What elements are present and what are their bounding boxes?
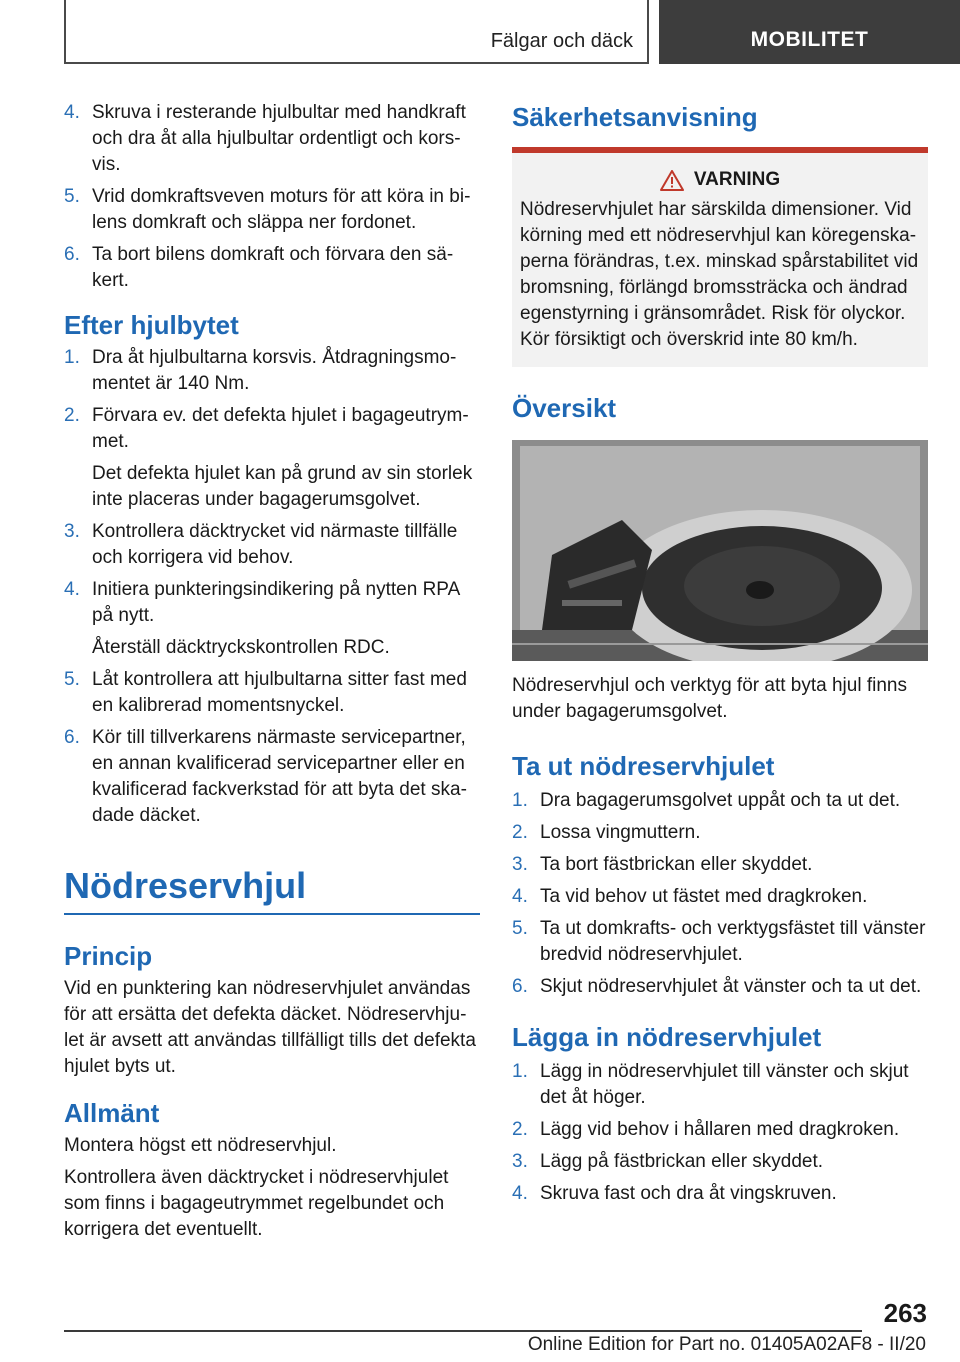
list-item [64,667,480,719]
chapter-heading-block [64,865,480,915]
list-item [64,725,480,829]
list-item [512,788,928,814]
photo-caption: Nödreservhjul och verktyg för att byta hjul finns under bagagerumsgolvet. [512,675,907,722]
step-text: Lägg på fästbrickan eller skyddet. [540,1151,824,1172]
step-text: Kör till tillverkarens närmaste servicepartner, en annan kvalificerad servicepartner eller en kvalificerad fackverkstad för att byta det skadade däcket. [92,727,467,826]
step-text: Förvara ev. det defekta hjulet i bagageutrymmet. [92,405,469,452]
step-text: Skruva i resterande hjulbultar med handkraft och dra åt alla hjulbultar ordentligt och korsvis. [92,102,466,175]
after-steps-list [64,345,480,829]
list-item [512,974,928,1000]
trunk-spare-wheel-illustration [512,440,928,661]
header-chapter-tab: MOBILITET [659,0,960,64]
warning-label: VARNING [693,169,781,190]
heading-spare-wheel: Nödreservhjul [64,865,307,906]
step-number: 4. [64,102,80,123]
list-item [512,1059,928,1111]
steps-list-continued [64,100,480,294]
remove-steps-list [512,788,928,1000]
header-section-box [64,0,649,64]
list-item [64,345,480,397]
list-item [512,916,928,968]
list-item [64,519,480,571]
list-item [512,852,928,878]
principle-text: Vid en punktering kan nödreservhjulet användas för att ersätta det defekta däcket. Nödreservhjulet är avsett att användas tillfälligt tills det defekta hjulet byts ut. [64,978,476,1077]
step-number: 1. [512,1061,528,1082]
header-section-title: Fälgar och däck [490,30,633,52]
warning-box [512,153,928,367]
step-text: Dra åt hjulbultarna korsvis. Åtdragningsmomentet är 140 Nm. [92,347,457,394]
warning-title [520,169,920,191]
list-item [512,1117,928,1143]
step-text: Lägg in nödreservhjulet till vänster och skjut det åt höger. [540,1061,909,1108]
heading-principle: Princip [64,941,153,971]
step-note: Återställ däcktryckskontrollen RDC. [92,637,390,658]
step-text: Dra bagagerumsgolvet uppåt och ta ut det. [540,790,901,811]
left-column [64,100,480,1249]
step-text: Skjut nödreservhjulet åt vänster och ta ut det. [540,976,922,997]
step-number: 2. [64,405,80,426]
step-number: 5. [512,918,528,939]
page-number: 263 [883,1298,927,1328]
insert-steps-list [512,1059,928,1207]
heading-after-wheel-change: Efter hjulbytet [64,310,239,340]
step-text: Ta bort fästbrickan eller skyddet. [540,854,813,875]
step-text: Ta ut domkrafts- och verktygsfästet till vänster bredvid nödreservhjulet. [540,918,926,965]
step-note: Det defekta hjulet kan på grund av sin storlek inte placeras under bagagerumsgolvet. [92,463,473,510]
heading-remove-spare: Ta ut nödreservhjulet [512,751,775,781]
list-item [64,403,480,455]
list-item [512,1149,928,1175]
step-number: 2. [512,1119,528,1140]
step-number: 1. [64,347,80,368]
heading-overview: Översikt [512,393,617,423]
warning-text: Nödreservhjulet har särskilda dimensioner. Vid körning med ett nödreservhjul kan köregenskaperna förändras, t.ex. minskad spårstabilitet vid bromsning, förlängd bromssträcka och ändrad egenstyrning i gränsområdet. Risk för olyckor. Kör försiktigt och överskrid inte 80 km/h. [520,199,919,350]
step-number: 2. [512,822,528,843]
step-number: 4. [512,1183,528,1204]
step-number: 5. [64,186,80,207]
heading-safety-note: Säkerhetsanvisning [512,102,758,132]
step-text: Lägg vid behov i hållaren med dragkroken. [540,1119,900,1140]
step-text: Skruva fast och dra åt vingskruven. [540,1183,837,1204]
step-number: 1. [512,790,528,811]
step-text: Initiera punkteringsindikering på nytten RPA på nytt. [92,579,460,626]
right-column [512,100,928,1213]
step-number: 6. [64,727,80,748]
heading-insert-spare: Lägga in nödreservhjulet [512,1022,822,1052]
list-item [512,820,928,846]
heading-general: Allmänt [64,1098,160,1128]
general-text-1: Montera högst ett nödreservhjul. [64,1135,337,1156]
general-text-2: Kontrollera även däcktrycket i nödreservhjulet som finns i bagageutrymmet regelbundet och korrigera det eventuellt. [64,1167,449,1240]
step-number: 4. [64,579,80,600]
footer-edition: Online Edition for Part no. 01405A02AF8 - II/20 [527,1334,926,1355]
step-number: 3. [512,854,528,875]
list-item [64,577,480,629]
step-text: Vrid domkraftsveven moturs för att köra in bilens domkraft och släppa ner fordonet. [92,186,471,233]
list-item [512,1181,928,1207]
spare-wheel-photo [512,440,928,661]
step-text: Låt kontrollera att hjulbultarna sitter fast med en kalibrerad momentsnyckel. [92,669,467,716]
footer-rule [64,1330,862,1332]
step-number: 3. [64,521,80,542]
step-number: 5. [64,669,80,690]
list-item [64,242,480,294]
step-number: 4. [512,886,528,907]
step-text: Ta vid behov ut fästet med dragkroken. [540,886,868,907]
step-text: Kontrollera däcktrycket vid närmaste tillfälle och korrigera vid behov. [92,521,458,568]
step-text: Ta bort bilens domkraft och förvara den säkert. [92,244,454,291]
step-number: 6. [512,976,528,997]
warning-triangle-icon [660,170,684,191]
list-item [512,884,928,910]
list-item [64,100,480,178]
step-text: Lossa vingmuttern. [540,822,701,843]
step-number: 3. [512,1151,528,1172]
step-number: 6. [64,244,80,265]
list-item [64,184,480,236]
